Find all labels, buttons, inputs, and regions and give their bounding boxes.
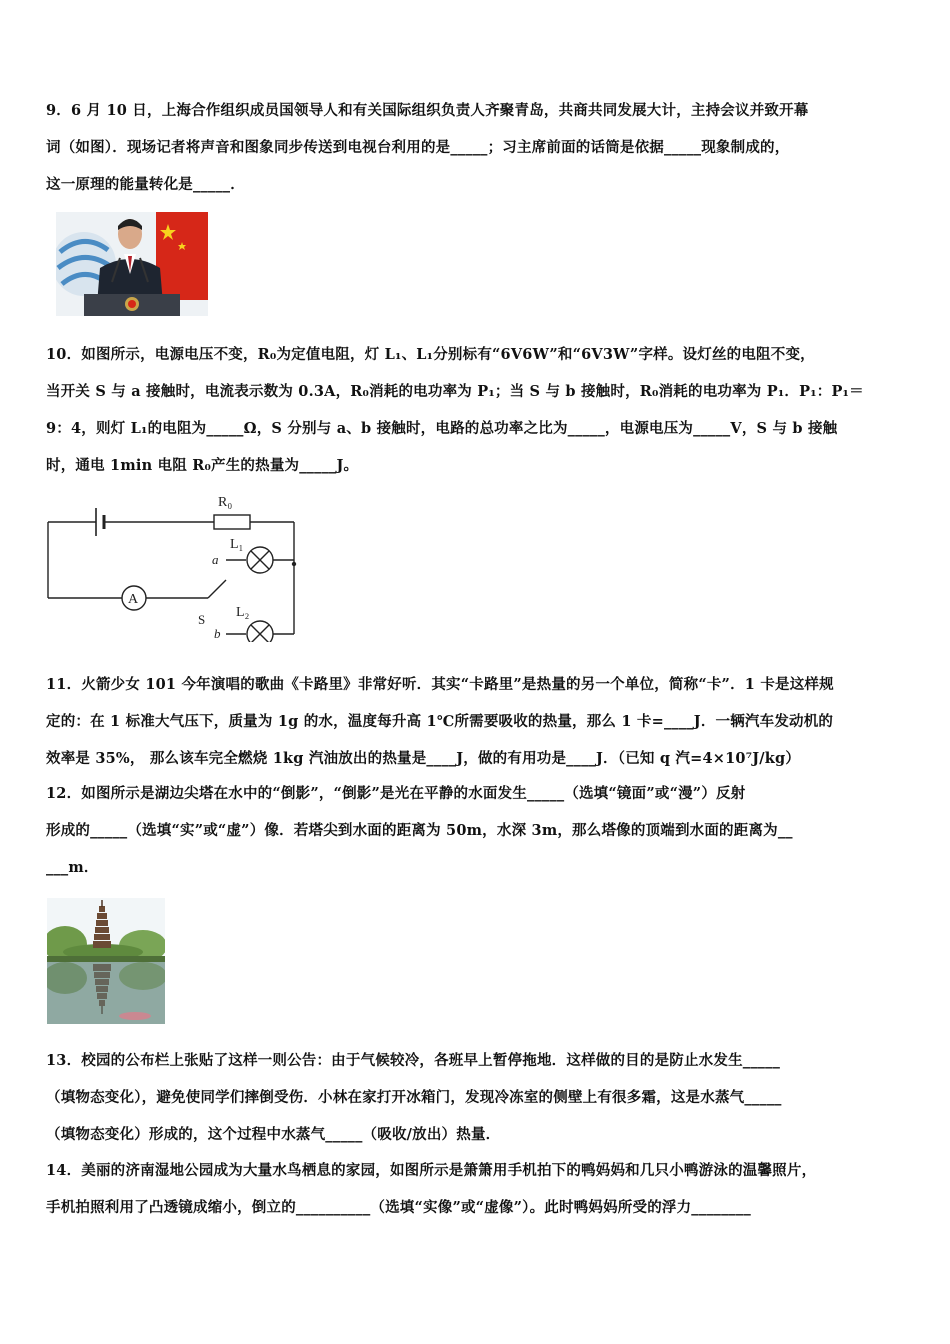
q10-line-2: 当开关 S 与 a 接触时，电流表示数为 0.3A，R₀消耗的电功率为 P₁；当 S 与 b 接触时，R₀消耗的电功率为 P₁．P₁：P₁＝ [46,383,864,400]
q11-line-2: 定的：在 1 标准大气压下，质量为 1g 的水，温度每升高 1℃所需要吸收的热量，那么 1 卡=____J．一辆汽车发动机的 [46,713,834,730]
q9-line-2: 词（如图）．现场记者将声音和图象同步传送到电视台利用的是_____；习主席前面的话筒是依据_____现象制成的， [46,139,790,156]
lamp-l2 [247,621,273,642]
pagoda-reflection-photo [47,898,165,1024]
label-l1: L₁ [230,537,244,552]
q10-line-4: 时，通电 1min 电阻 R₀产生的热量为_____J。 [46,457,359,474]
circuit-diagram [44,488,306,642]
junction-dot [292,562,296,566]
switch-s [208,580,226,598]
q13-line-1: 13．校园的公布栏上张贴了这样一则公告：由于气候较冷，各班早上暂停拖地．这样做的目的是防止水发生_____ [46,1052,781,1069]
question-13 [46,1042,908,1153]
label-b: b [214,626,221,641]
label-r0: R₀ [218,495,233,510]
q14-line-2: 手机拍照利用了凸透镜成缩小，倒立的__________（选填“实像”或“虚像”）。此时鸭妈妈所受的浮力________ [46,1199,751,1216]
q10-line-3: 9：4，则灯 L₁的电阻为_____Ω，S 分别与 a、b 接触时，电路的总功率之比为_____，电源电压为_____V，S 与 b 接触 [46,420,838,437]
question-12 [46,775,908,886]
question-9 [46,92,908,203]
q13-line-3: （填物态变化）形成的，这个过程中水蒸气_____（吸收/放出）热量． [46,1126,501,1143]
q12-line-3: ___m． [46,859,99,876]
q11-line-3: 效率是 35%， 那么该车完全燃烧 1kg 汽油放出的热量是____J，做的有用功是____J．（已知 q 汽=4×10⁷J/kg） [46,750,801,767]
label-l2: L₂ [236,605,250,620]
question-14 [46,1152,908,1226]
q9-line-3: 这一原理的能量转化是_____． [46,176,245,193]
question-11 [46,666,908,777]
q14-line-1: 14．美丽的济南湿地公园成为大量水鸟栖息的家园，如图所示是箫箫用手机拍下的鸭妈妈和几只小鸭游泳的温馨照片， [46,1162,817,1179]
q11-line-1: 11．火箭少女 101 今年演唱的歌曲《卡路里》非常好听．其实“卡路里”是热量的另一个单位，简称“卡”．1 卡是这样规 [46,676,834,693]
question-10 [46,336,908,484]
q12-line-1: 12．如图所示是湖边尖塔在水中的“倒影”，“倒影”是光在平静的水面发生_____（选填“镜面”或“漫”）反射 [46,785,746,802]
q10-line-1: 10．如图所示，电源电压不变，R₀为定值电阻，灯 L₁、L₁分别标有“6V6W”和“6V3W”字样。设灯丝的电阻不变， [46,346,815,363]
q12-line-2: 形成的_____（选填“实”或“虚”）像．若塔尖到水面的距离为 50m，水深 3m，那么塔像的顶端到水面的距离为__ [46,822,793,839]
label-a: a [212,552,219,567]
podium-speaker-photo [56,212,208,316]
resistor-r0 [214,515,250,529]
label-ammeter: A [128,592,139,607]
q13-line-2: （填物态变化），避免使同学们摔倒受伤．小林在家打开冰箱门，发现冷冻室的侧壁上有很多霜，这是水蒸气_____ [46,1089,782,1106]
label-s: S [198,612,206,627]
q9-line-1: 9．6 月 10 日，上海合作组织成员国领导人和有关国际组织负责人齐聚青岛，共商共同发展大计，主持会议并致开幕 [46,102,809,119]
